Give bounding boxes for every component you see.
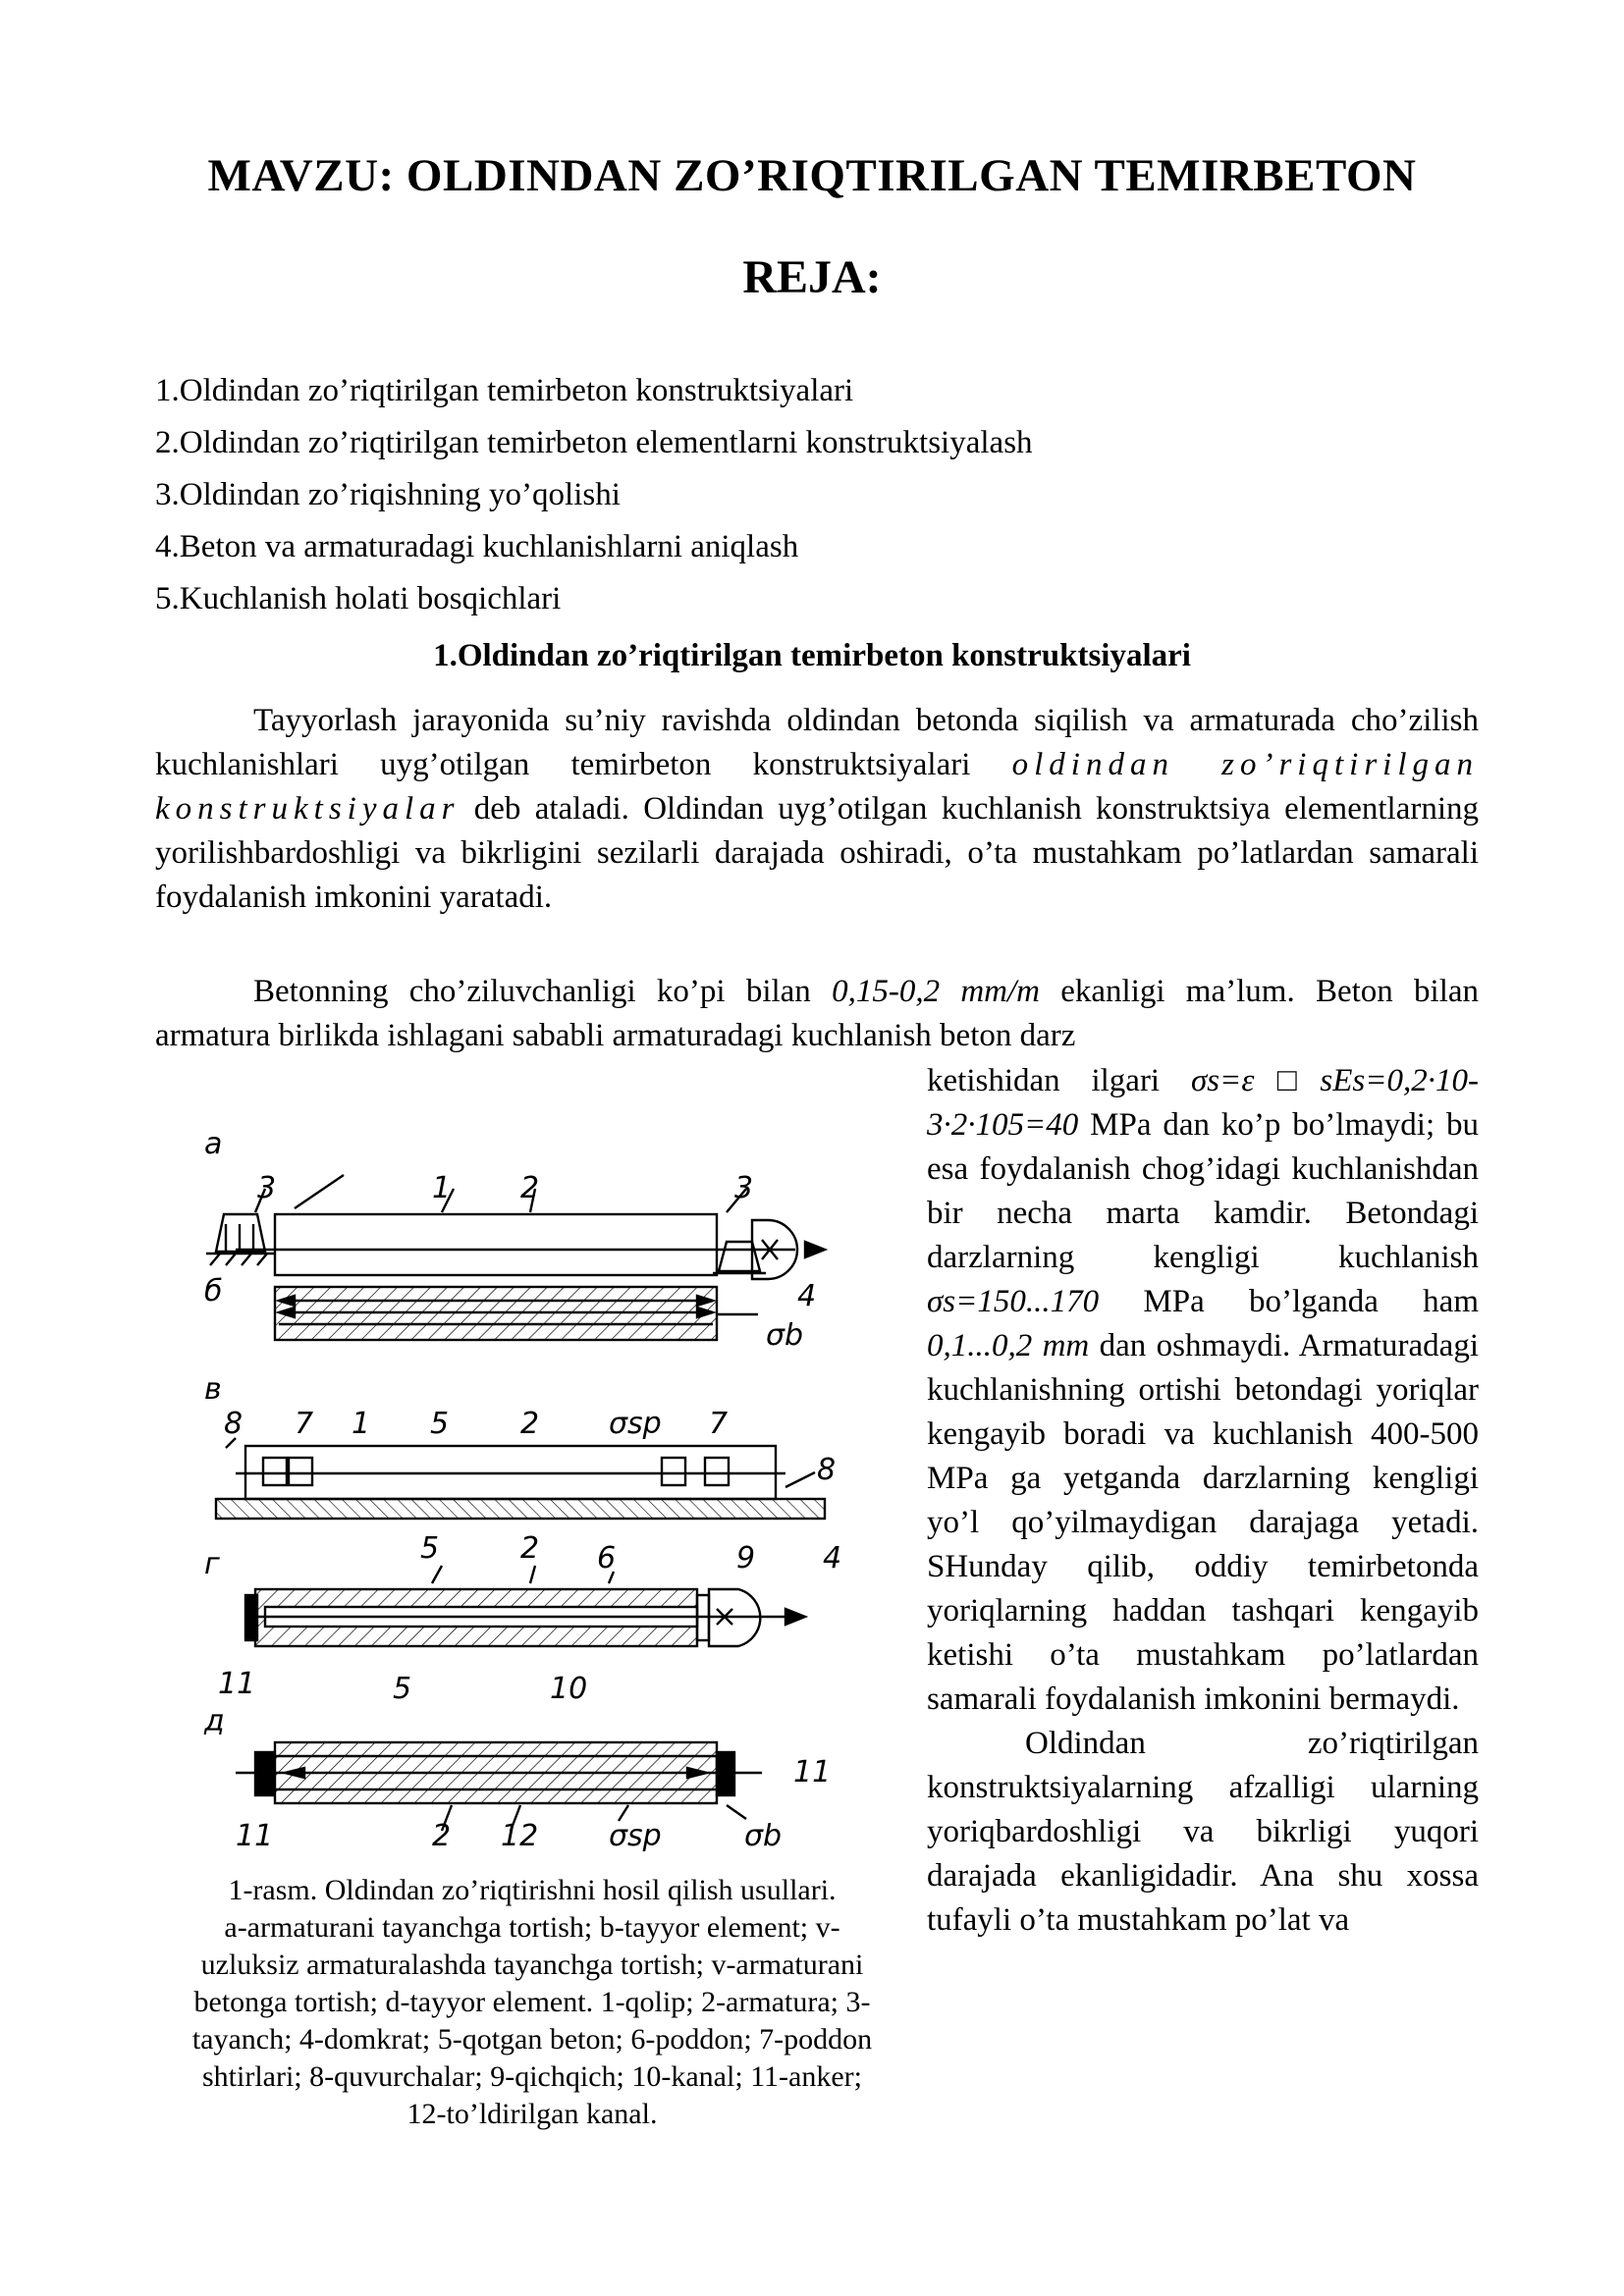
fig-label-g: г (204, 1547, 220, 1581)
fig-label-v: в (204, 1372, 222, 1407)
fig-num-11: 11 (236, 1819, 274, 1853)
paragraph-2 (155, 970, 1479, 1058)
fig-label-b: б (204, 1274, 223, 1308)
page-title: MAVZU: OLDINDAN ZO’RIQTIRILGAN TEMIRBETON (207, 150, 1417, 201)
rc-paragraph-2: Oldindan zo’riqtirilgan konstruktsiyalarning afzalligi ularning yoriqbardoshligi va bikrligi yuqori darajada ekanligidadir. Ana shu xossa tufayli o’ta mustahkam po’lat va (927, 1726, 1479, 1938)
rc-formula-3: 0,1...0,2 mm (927, 1328, 1090, 1363)
fig-num-6: 6 (597, 1541, 617, 1575)
fig-label-a: a (204, 1127, 223, 1161)
fig-num-2: 2 (432, 1819, 452, 1853)
figure-caption-title: 1-rasm. Oldindan zo’riqtirishni hosil qilish usullari. (228, 1874, 837, 1906)
para1-term: oldindan zo’riqtirilgan konstruktsiyalar (155, 747, 1479, 827)
fig-num-8: 8 (224, 1407, 244, 1441)
fig-num-8: 8 (817, 1453, 837, 1487)
fig-sigma-b: σb (744, 1819, 783, 1853)
para2-text-b: ekanligi ma’lum. Beton bilan armatura birlikda ishlagani sababli armaturadagi kuchlanish beton darz (155, 974, 1480, 1053)
fig-num-2: 2 (520, 1531, 540, 1566)
figure-caption-text: a-armaturani tayanchga tortish; b-tayyor element; v-uzluksiz armaturalashda tayanchga tortish; v-armaturani betonga tortish; d-tayyor element. 1-qolip; 2-armatura; 3-tayanch; 4-domkrat; 5-qotgan beton; 6-poddon; 7-poddon shtirlari; 8-quvurchalar; 9-qichqich; 10-kanal; 11-anker; 12-to’ldirilgan kanal. (191, 1911, 873, 2130)
rc-text-2: MPa dan ko’p bo’lmaydi; bu esa foydalanish chog’idagi kuchlanishdan bir necha marta kamdir. Betondagi darzlarning kengligi kuchlanish (927, 1107, 1479, 1275)
fig-num-2: 2 (520, 1171, 540, 1205)
rc-text-4: dan oshmaydi. Armaturadagi kuchlanishning ortishi betondagi yoriqlar kengayib boradi va kuchlanish 400-500 MPa ga yetganda darzlarning kengligi yo’l qo’yilmaydigan darajaga yetadi. SHunday qilib, oddiy temirbetonda yoriqlarning haddan tashqari kengayib ketishi o’ta mustahkam po’latlardan samarali foydalanish imkonini bermaydi. (927, 1328, 1479, 1717)
fig-num-5: 5 (393, 1672, 412, 1706)
fig-label-d: д (204, 1704, 225, 1738)
fig-num-7: 7 (709, 1407, 729, 1441)
fig-num-4: 4 (797, 1279, 817, 1313)
rc-text-1: ketishidan ilgari (927, 1063, 1161, 1098)
fig-num-1: 1 (352, 1407, 371, 1441)
plan-heading: REJA: (742, 251, 882, 303)
fig-num-12: 12 (501, 1819, 539, 1853)
paragraph-1 (155, 699, 1479, 920)
fig-num-11: 11 (793, 1755, 832, 1789)
fig-num-11: 11 (218, 1667, 256, 1701)
figure-drawing (196, 1104, 864, 1870)
para2-text-a: Betonning cho’ziluvchanligi ko’pi bilan (253, 974, 811, 1009)
fig-sigma-b: σb (766, 1318, 804, 1353)
fig-num-2: 2 (520, 1407, 540, 1441)
plan-item: 4.Beton va armaturadagi kuchlanishlarni aniqlash (155, 529, 799, 564)
right-column-text (927, 1059, 1479, 1943)
para1-text-b: deb ataladi. Oldindan uyg’otilgan kuchlanish konstruktsiya elementlarning yorilishbardoshligi va bikrligini sezilarli darajada oshiradi, o’ta mustahkam po’latlardan samarali foydalanish imkonini yaratadi. (155, 791, 1480, 915)
fig-num-3: 3 (257, 1171, 277, 1205)
plan-item: 5.Kuchlanish holati bosqichlari (155, 581, 562, 616)
fig-num-7: 7 (295, 1407, 314, 1441)
fig-num-5: 5 (430, 1407, 450, 1441)
fig-num-5: 5 (420, 1531, 440, 1566)
rc-text-3: MPa bo’lganda ham (1143, 1284, 1479, 1319)
para1-text-a: Tayyorlash jarayonida su’niy ravishda oldindan betonda siqilish va armaturada cho’zilish kuchlanishlari uyg’otilgan temirbeton konstruktsiyalari (155, 703, 1479, 782)
figure-caption (189, 1872, 876, 2133)
rc-formula-2: σs=150...170 (927, 1284, 1100, 1319)
plan-item: 2.Oldindan zo’riqtirilgan temirbeton elementlarni konstruktsiyalash (155, 425, 1033, 460)
fig-sigma-sp: σsp (609, 1407, 662, 1441)
fig-num-3: 3 (734, 1171, 754, 1205)
fig-num-10: 10 (550, 1672, 588, 1706)
fig-num-1: 1 (432, 1171, 452, 1205)
para2-value: 0,15-0,2 mm/m (832, 974, 1040, 1009)
fig-num-4: 4 (823, 1541, 842, 1575)
rc-formula-1: σs=ε□sEs=0,2·10-3·2·105=40 (927, 1063, 1479, 1143)
fig-sigma-sp: σsp (609, 1819, 662, 1853)
plan-item: 1.Oldindan zo’riqtirilgan temirbeton konstruktsiyalari (155, 373, 854, 408)
fig-num-9: 9 (736, 1541, 756, 1575)
plan-item: 3.Oldindan zo’riqishning yo’qolishi (155, 477, 621, 512)
section-heading: 1.Oldindan zo’riqtirilgan temirbeton konstruktsiyalari (433, 638, 1191, 673)
plan-list (155, 365, 1033, 625)
